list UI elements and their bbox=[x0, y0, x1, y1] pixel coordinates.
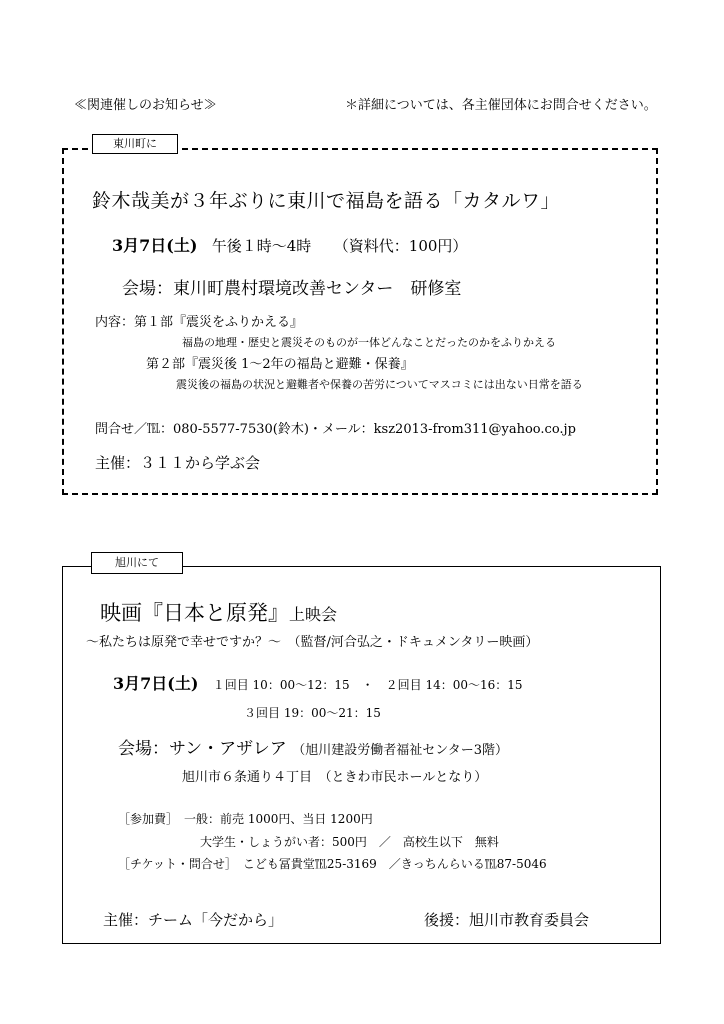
event2-schedule-3: ３回目 19：00〜21：15 bbox=[244, 706, 381, 720]
event2-title-main: 映画『日本と原発』 bbox=[100, 601, 289, 625]
event2-support: 後援：旭川市教育委員会 bbox=[424, 911, 590, 929]
event2-subtitle: 〜私たちは原発で幸せですか？〜 （監督/河合弘之・ドキュメンタリー映画） bbox=[86, 635, 539, 650]
event1-location-tab: 東川町に bbox=[92, 134, 178, 154]
event2-ticket-contact: ［チケット・問合せ］ こども冨貴堂℡25-3169 ／きっちんらいる℡87-5046 bbox=[118, 857, 547, 871]
event1-venue: 会場：東川町農村環境改善センター 研修室 bbox=[122, 279, 462, 299]
event2-schedule-1-2: １回目 10：00〜12：15 ・ ２回目 14：00〜16：15 bbox=[212, 678, 523, 692]
event2-date: 3月7日(土) bbox=[113, 674, 199, 693]
event1-organizer: 主催：３１１から学ぶ会 bbox=[95, 454, 261, 472]
inquiry-note: ＊詳細については、各主催団体にお問合せください。 bbox=[345, 98, 657, 113]
event1-title: 鈴木哉美が３年ぶりに東川で福島を語る「カタルワ」 bbox=[92, 190, 561, 212]
event2-title-suffix: 上映会 bbox=[289, 605, 338, 624]
event2-datetime bbox=[113, 671, 523, 694]
event1-contact: 問合せ／℡：080-5577-7530(鈴木)・メール：ksz2013-from311@yahoo.co.jp bbox=[95, 422, 576, 437]
event2-venue bbox=[118, 734, 508, 759]
event2-fee-discount: 大学生・しょうがい者：500円 ／ 高校生以下 無料 bbox=[200, 835, 499, 849]
event2-organizer: 主催：チーム「今だから」 bbox=[103, 911, 284, 929]
event2-venue-main: 会場：サン・アザレア bbox=[118, 739, 287, 759]
event2-title bbox=[100, 597, 337, 627]
event1-part1-desc: 福島の地理・歴史と震災そのものが一体どんなことだったのかをふりかえる bbox=[182, 336, 556, 349]
event2-venue-detail: （旭川建設労働者福祉センター3階） bbox=[292, 743, 508, 758]
event1-date: 3月7日(土) bbox=[112, 236, 198, 255]
event1-time: 午後１時〜4時 （資料代：100円） bbox=[211, 237, 468, 255]
event2-address: 旭川市６条通り４丁目 （ときわ市民ホールとなり） bbox=[182, 770, 488, 785]
notice-heading: ≪関連催しのお知らせ≫ bbox=[74, 98, 217, 113]
event1-part2-desc: 震災後の福島の状況と避難者や保養の苦労についてマスコミには出ない日常を語る bbox=[176, 378, 583, 391]
event1-datetime bbox=[112, 233, 467, 256]
event2-location-tab: 旭川にて bbox=[91, 552, 183, 574]
event1-part2: 第２部『震災後 1〜2年の福島と避難・保養』 bbox=[146, 357, 414, 372]
event1-part1: 内容：第１部『震災をふりかえる』 bbox=[95, 315, 304, 330]
event2-fee-general: ［参加費］ 一般：前売 1000円、当日 1200円 bbox=[118, 812, 373, 826]
